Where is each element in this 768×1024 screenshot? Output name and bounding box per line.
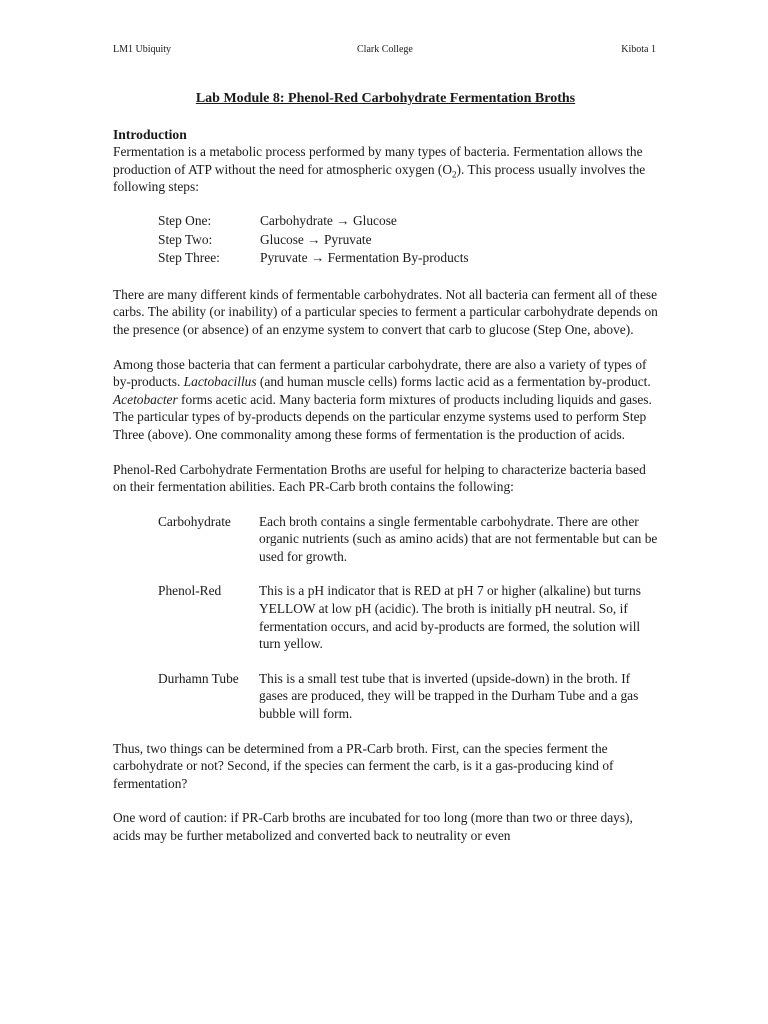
definition-text: This is a small test tube that is inverted (upside-down) in the broth. If gases are produced, they will be trapped in the Durham Tube and a gas bubble will form. <box>259 670 639 722</box>
step-label: Step Three: <box>158 250 220 266</box>
broths-paragraph: Phenol-Red Carbohydrate Fermentation Broths are useful for helping to characterize bacteria based on their fermentation abilities. Each PR-Carb broth contains the following: <box>113 461 646 495</box>
step-text: Carbohydrate → Glucose <box>260 212 397 228</box>
broth-components <box>158 513 658 723</box>
determination-paragraph: Thus, two things can be determined from a PR-Carb broth. First, can the species ferment the carbohydrate or not? Second, if the species can ferment the carb, is it a gas-producing kind of fermentation? <box>113 740 614 791</box>
step-row <box>158 212 658 231</box>
step-label: Step Two: <box>158 231 213 247</box>
byproducts-paragraph: Among those bacteria that can ferment a particular carbohydrate, there are also a variety of types of by-products. Lactobacillus (and human muscle cells) forms lactic acid as a fermentation by-product. Acetobacter forms acetic acid. Many bacteria form mixtures of products including liquids and gases. The particular types of by-products depends on the particular enzyme systems used to perform Step Three (above). One commonality among these forms of fermentation is the production of acids. <box>113 356 652 442</box>
page-header <box>113 44 656 58</box>
definition-term: Carbohydrate <box>158 513 231 529</box>
header-course: LM1 Ubiquity <box>113 44 172 55</box>
step-row <box>158 231 658 250</box>
definition-text: This is a pH indicator that is RED at pH 7 or higher (alkaline) but turns YELLOW at low pH (acidic). The broth is initially pH neutral. So, if fermentation occurs, and acid by-products are formed, the solution will turn yellow. <box>259 583 641 652</box>
step-row <box>158 249 658 268</box>
document-body <box>113 90 658 862</box>
definition-term: Phenol-Red <box>158 583 222 599</box>
definition-term: Durhamn Tube <box>158 670 239 686</box>
page-title: Lab Module 8: Phenol-Red Carbohydrate Fermentation Broths <box>195 91 576 106</box>
definition-row <box>158 513 658 566</box>
step-text: Pyruvate → Fermentation By-products <box>260 250 469 266</box>
introduction-heading: Introduction <box>113 126 187 142</box>
header-college: Clark College <box>357 44 413 55</box>
header-author-page: Kibota 1 <box>621 44 656 55</box>
definition-row <box>158 582 658 652</box>
definition-row <box>158 670 658 723</box>
carbohydrate-paragraph: There are many different kinds of fermentable carbohydrates. Not all bacteria can ferment all of these carbs. The ability (or inability) of a particular species to ferment a particular carbohydrate depends on the presence (or absence) of an enzyme system to convert that carb to glucose (Step One, above). <box>113 286 658 337</box>
definition-text: Each broth contains a single fermentable carbohydrate. There are other organic nutrients (such as amino acids) that are not fermentable but can be used for growth. <box>259 513 658 564</box>
intro-paragraph: Fermentation is a metabolic process performed by many types of bacteria. Fermentation allows the production of ATP without the need for atmospheric oxygen $(O_2)$. This process usually involves the following steps: <box>113 144 646 195</box>
fermentation-steps <box>158 212 658 268</box>
step-text: Glucose → Pyruvate <box>260 231 372 247</box>
caution-paragraph: One word of caution: if PR-Carb broths are incubated for too long (more than two or three days), acids may be further metabolized and converted back to neutrality or even <box>113 810 633 843</box>
step-label: Step One: <box>158 212 212 228</box>
